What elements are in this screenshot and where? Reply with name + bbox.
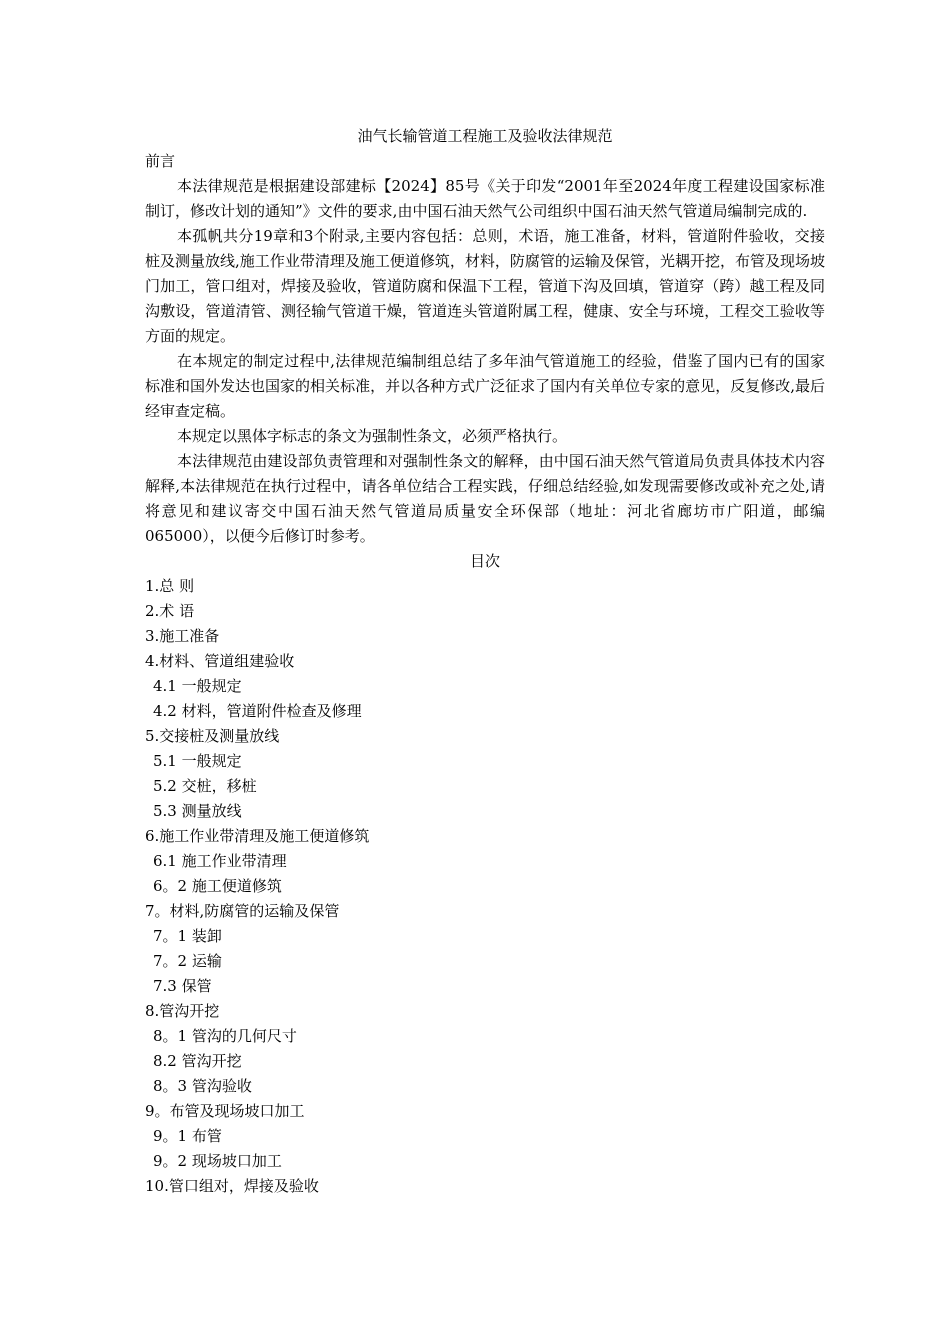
toc-item: 4.材料、管道组建验收 bbox=[145, 652, 295, 670]
toc-subitem: 8。1 管沟的几何尺寸 bbox=[153, 1027, 297, 1045]
toc-item: 5.交接桩及测量放线 bbox=[145, 727, 280, 745]
toc-subitem: 7。1 装卸 bbox=[153, 927, 222, 945]
toc-item: 7。材料,防腐管的运输及保管 bbox=[145, 902, 340, 920]
preface-paragraph-4: 本规定以黑体字标志的条文为强制性条文，必须严格执行。 bbox=[177, 427, 568, 445]
toc-item: 3.施工准备 bbox=[145, 627, 220, 645]
toc-subitem: 8。3 管沟验收 bbox=[153, 1077, 252, 1095]
document-title: 油气长输管道工程施工及验收法律规范 bbox=[357, 127, 613, 145]
document-page bbox=[145, 124, 825, 1199]
toc-subitem: 7。2 运输 bbox=[153, 952, 222, 970]
toc-subitem: 4.1 一般规定 bbox=[153, 677, 242, 695]
toc-subitem: 7.3 保管 bbox=[153, 977, 212, 995]
toc-item: 6.施工作业带清理及施工便道修筑 bbox=[145, 827, 370, 845]
toc-subitem: 5.2 交桩，移桩 bbox=[153, 777, 257, 795]
toc-subitem: 9。2 现场坡口加工 bbox=[153, 1152, 282, 1170]
toc-subitem: 6.1 施工作业带清理 bbox=[153, 852, 287, 870]
toc-item: 2.术 语 bbox=[145, 602, 195, 620]
toc-heading: 目次 bbox=[469, 552, 500, 570]
toc-subitem: 5.3 测量放线 bbox=[153, 802, 242, 820]
toc-subitem: 6。2 施工便道修筑 bbox=[153, 877, 282, 895]
preface-paragraph-3: 在本规定的制定过程中,法律规范编制组总结了多年油气管道施工的经验，借鉴了国内已有的国家标准和国外发达也国家的相关标准，并以各种方式广泛征求了国内有关单位专家的意见，反复修改,最后经审查定稿。 bbox=[145, 352, 825, 420]
preface-paragraph-5: 本法律规范由建设部负责管理和对强制性条文的解释，由中国石油天然气管道局负责具体技术内容解释,本法律规范在执行过程中，请各单位结合工程实践，仔细总结经验,如发现需要修改或补充之处,请将意见和建议寄交中国石油天然气管道局质量安全环保部（地址：河北省廊坊市广阳道，邮编065000），以便今后修订时参考。 bbox=[145, 452, 825, 545]
toc-subitem: 9。1 布管 bbox=[153, 1127, 222, 1145]
toc-subitem: 4.2 材料，管道附件检查及修理 bbox=[153, 702, 362, 720]
preface-paragraph-2: 本孤帆共分19章和3个附录,主要内容包括：总则，术语，施工准备，材料，管道附件验收，交接桩及测量放线,施工作业带清理及施工便道修筑，材料，防腐管的运输及保管，光耦开挖，布管及现场坡门加工，管口组对，焊接及验收，管道防腐和保温下工程，管道下沟及回填，管道穿（跨）越工程及同沟敷设，管道清管、测径输气管道干燥，管道连头管道附属工程，健康、安全与环境，工程交工验收等方面的规定。 bbox=[145, 227, 825, 345]
toc-item: 10.管口组对，焊接及验收 bbox=[145, 1177, 319, 1195]
toc-item: 1.总 则 bbox=[145, 577, 195, 595]
preface-paragraph-1: 本法律规范是根据建设部建标【2024】85号《关于印发“2001年至2024年度工程建设国家标准制订，修改计划的通知”》文件的要求,由中国石油天然气公司组织中国石油天然气管道局编制完成的. bbox=[145, 177, 825, 220]
toc-subitem: 5.1 一般规定 bbox=[153, 752, 242, 770]
toc-subitem: 8.2 管沟开挖 bbox=[153, 1052, 242, 1070]
preface-heading: 前言 bbox=[145, 152, 176, 170]
toc-item: 9。布管及现场坡口加工 bbox=[145, 1102, 305, 1120]
toc-item: 8.管沟开挖 bbox=[145, 1002, 220, 1020]
table-of-contents bbox=[145, 574, 825, 1199]
